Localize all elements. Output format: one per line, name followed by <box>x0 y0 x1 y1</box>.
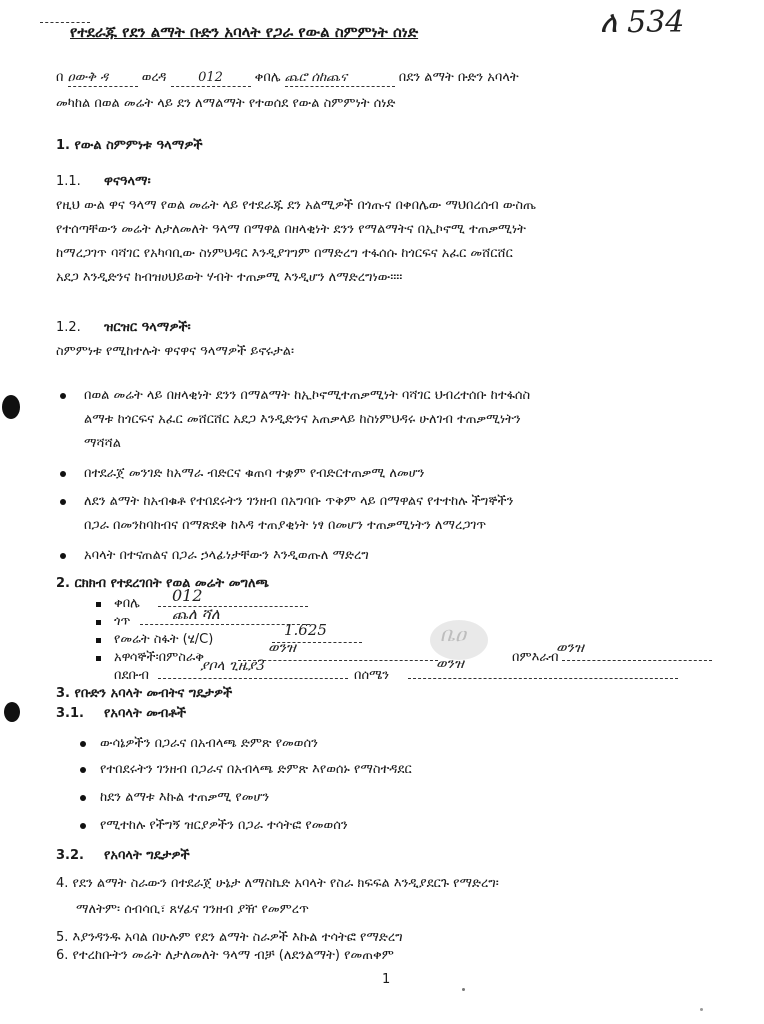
stamp-smudge-text: ቤዐ <box>440 622 466 646</box>
section-1-1-line: የተሰጣቸውን መሬት ለታለመለት ዓላማ በማዋል በዘላቂነት ደንን የማልማትና በኢኮኖሚ ተጠቃሚነት <box>56 222 526 237</box>
intro-text: ወረዳ <box>141 70 167 85</box>
obligation-item-6-line: 6. የተረከቡትን መሬት ለታለመለት ዓላማ ብቻ (ለደንልማት) የመጠቀም <box>56 948 394 963</box>
bullet-icon <box>80 741 86 747</box>
land-border-east-line <box>238 660 438 661</box>
handwritten-document-number: ለ 534 <box>600 5 685 40</box>
intro-handwritten-name: ዐውቅ ዳ <box>68 70 138 87</box>
page-number: 1 <box>382 972 391 987</box>
section-1-2-title: ዝርዝር ዓላማዎች፡ <box>104 320 191 335</box>
land-border-east-label: አዋሳኞች፡በምስራቅ <box>114 650 204 665</box>
obligation-item-4-line: ማለትም፡ ሰብሳቢ፣ ጸሃፊና ገንዘብ ያዥ የመምረጥ <box>76 902 309 917</box>
section-2-heading: 2. ርክክብ የተደረገበት የወል መሬት መግለጫ <box>56 576 270 591</box>
square-bullet-icon <box>96 638 101 643</box>
bullet-icon <box>80 767 86 773</box>
objective-item-3-line: በጋራ በመንከባከብና በማጽደቅ ከእዳ ተጠያቂነት ነፃ በመሆን ተጠቃሚነትን ለማረጋገጥ <box>84 518 487 533</box>
land-kebele-label: ቀበሌ <box>114 596 140 611</box>
objective-item-1-line: ማሻሻል <box>84 436 121 451</box>
intro-handwritten-kebele: ጨሮ ሰከጨና <box>285 70 395 87</box>
section-1-heading: 1. የውል ስምምነቱ ዓላማዎች <box>56 138 203 153</box>
punch-hole-mark <box>4 702 20 722</box>
section-3-1-number: 3.1. <box>56 706 84 721</box>
land-border-west-label: በምእራብ <box>512 650 559 665</box>
scan-speck <box>462 988 465 991</box>
bullet-icon <box>60 471 66 477</box>
land-border-south-line <box>158 678 348 679</box>
scan-speck <box>700 1008 703 1011</box>
land-border-south-label: በደቡብ <box>114 668 149 683</box>
section-3-2-title: የአባላት ግዴታዎች <box>104 848 190 863</box>
land-border-north-value: ወንዝ <box>436 656 464 672</box>
member-right-item: የተበደሩትን ገንዘብ በጋራና በአብላጫ ድምጽ እየወሰኑ የማስተዳደር <box>100 762 412 777</box>
objective-item-1-line: በወል መሬት ላይ በዘላቂነት ደንን በማልማት ከኢኮኖሚተጠቃሚነት ባሻገር ህብረተሰቡ ከተፋሰስ <box>84 388 531 403</box>
intro-text: ቀበሌ <box>254 70 281 85</box>
objective-item-1-line: ልማቱ ከጎርፍና አፈር መሸርሸር አደጋ እንዲድንና አጠቃላይ ከስነምህዳሩ ሁለገብ ተጠቃሚነትን <box>84 412 521 427</box>
section-1-1-number: 1.1. <box>56 174 81 189</box>
intro-text: በ <box>56 70 64 85</box>
land-border-north-label: በሰሜን <box>354 668 390 683</box>
land-border-south-value: ያቦላ ጊዜያ3 <box>200 658 265 674</box>
objective-item-4-line: አባላት በተናጠልና በጋራ ኃላፊነታቸውን እንዲወጡለ ማድረግ <box>84 548 369 563</box>
intro-line-1 <box>56 70 519 87</box>
square-bullet-icon <box>96 656 101 661</box>
obligation-item-5-line: 5. እያንዳንዱ አባል በሁሉም የደን ልማት ስራዎች እኩል ተሳትፎ የማድረግ <box>56 930 403 945</box>
land-border-west-value: ወንዝ <box>556 640 584 656</box>
section-1-1-line: የዚህ ውል ዋና ዓላማ የወል መሬት ላይ የተደራጁ ደን አልሚዎች በጎጡና በቀበሌው ማህበረሰብ ውስጤ <box>56 198 536 213</box>
section-1-2-intro: ስምምነቱ የሚከተሉት ዋናዋና ዓላማዎች ይኖሩታል፡ <box>56 344 295 359</box>
land-border-west-line <box>562 660 712 661</box>
objective-item-2-line: በተደራጀ መንገድ ከአማራ ብድርና ቁጠባ ተቋም የብድርተጠቃሚ ለመሆን <box>84 466 425 481</box>
bullet-icon <box>80 823 86 829</box>
punch-hole-mark <box>2 395 20 419</box>
obligation-item-4-line: 4. የደን ልማት ስራውን በተደራጀ ሁኔታ ለማስኬድ አባላት የስራ ክፍፍል እንዲያደርጉ የማድረግ፡ <box>56 876 499 891</box>
land-area-label: የመሬት ስፋት (ሄ/C) <box>114 632 214 647</box>
bullet-icon <box>60 499 66 505</box>
bullet-icon <box>60 553 66 559</box>
section-3-1-title: የአባላት መብቶች <box>104 706 187 721</box>
land-border-east-value: ወንዝ <box>268 640 296 656</box>
section-3-2-number: 3.2. <box>56 848 84 863</box>
square-bullet-icon <box>96 602 101 607</box>
document-title: የተደራጁ የደን ልማት ቡድን አባላት የጋራ የውል ስምምነት ሰነድ <box>70 23 419 41</box>
section-1-1-line: አደጋ እንዲድንና ከብዝሀህይወት ሃብት ተጠቃሚ እንዲሆን ለማድረግነው።። <box>56 270 403 285</box>
intro-handwritten-woreda: 012 <box>171 70 251 87</box>
land-got-label: ጎጥ <box>114 614 131 629</box>
land-border-north-line <box>408 678 678 679</box>
member-right-item: ከደን ልማቱ እኩል ተጠቃሚ የመሆን <box>100 790 270 805</box>
square-bullet-icon <box>96 620 101 625</box>
objective-item-3-line: ለደን ልማት ከአብቁቶ የተበደሩትን ገንዘብ በአግባቡ ጥቅም ላይ በማዋልና የተተከሉ ችግኞችን <box>84 494 514 509</box>
intro-line-2: መካከል በወል መሬት ላይ ደን ለማልማት የተወሰደ የውል ስምምነት ሰነድ <box>56 96 396 111</box>
section-3-heading: 3. የቡድን አባላት መብትና ግዴታዎች <box>56 686 233 701</box>
land-area-value: 1.625 <box>284 621 327 639</box>
section-1-1-line: ከማረጋገጥ ባሻገር የአካባቢው ስነምህዳር እንዲያገግም በማድረግ ተፋሰሱ ከጎርፍና አፈር መሸርሸር <box>56 246 513 261</box>
member-right-item: የሚተከሉ የችግኝ ዝርያዎችን በጋራ ተሳትፎ የመወሰን <box>100 818 348 833</box>
bullet-icon <box>60 393 66 399</box>
member-right-item: ውሳኔዎችን በጋራና በአብላጫ ድምጽ የመወሰን <box>100 736 318 751</box>
section-1-2-number: 1.2. <box>56 320 81 335</box>
land-kebele-value: 012 <box>172 586 203 605</box>
bullet-icon <box>80 795 86 801</box>
land-got-value: ጨለ ሻለ <box>172 605 220 623</box>
intro-text: በደን ልማት ቡድን አባላት <box>398 70 519 85</box>
section-1-1-title: ዋናዓላማ፡ <box>104 174 151 189</box>
